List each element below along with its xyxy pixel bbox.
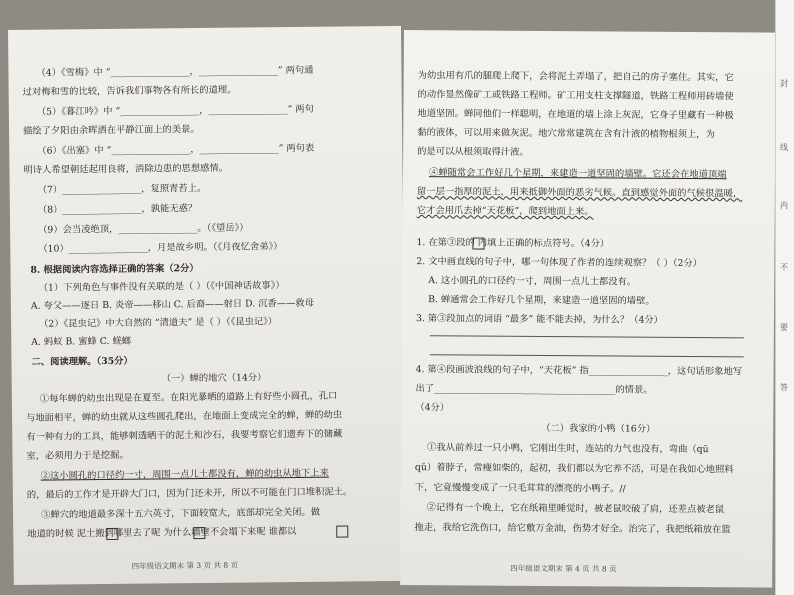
binding-margin (775, 0, 794, 595)
passage-line: 的是可以从根须取得汁液。 (417, 146, 529, 158)
margin-char: 内 (780, 201, 788, 210)
margin-char: 封 (780, 79, 788, 88)
answer-line[interactable] (430, 354, 744, 357)
q8-options: A. 夸父——逐日 B. 炎帝——移山 C. 后裔——射日 D. 沉香——救母 (30, 297, 315, 312)
q8-options: A. 蚂蚁 B. 蜜蜂 C. 蜣螂 (31, 335, 132, 348)
passage-line: 拖走，我给它洗伤口，给它敷万金油，伤势才好全。治完了，我把纸箱放在篮 (414, 522, 731, 536)
passage-text: 它才会用爪去掉“天花板”，爬到地面上来。 (416, 205, 594, 218)
fill-line-6: （6）《出塞》中 “_________________，_________________” 两句表 (37, 142, 315, 157)
question-2: 2. 文中画直线的句子中，哪一句体现了作者的连续观察？（ ）（2分） (416, 256, 703, 270)
left-page (8, 26, 407, 585)
q8-item: （2）《昆虫记》中大自然的 “清道夫” 是（ ）（《昆虫记》） (39, 316, 278, 330)
question-8-title: 8. 根据阅读内容选择正确的答案（2分） (30, 263, 199, 276)
question-3: 3. 第③段加点的词语 “最多” 能不能去掉，为什么？（4分） (415, 313, 664, 326)
passage-line: 下，它竟慢慢变成了一只毛茸茸的漂亮的小鸭子。// (414, 482, 626, 495)
punctuation-box[interactable] (336, 525, 348, 537)
passage-line: ①每年蝉的幼虫出现是在夏至。在阳光暴晒的道路上有好些小圆孔，孔口 (39, 390, 338, 405)
question-4: 4. 第④段画波浪线的句子中，“天花板” 指_________________，这句话形象地写 (415, 364, 743, 378)
margin-char: 线 (780, 143, 788, 152)
margin-char: 要 (780, 323, 788, 332)
page-footer: 四年级语文期末 第 3 页 共 8 页 (131, 560, 239, 571)
passage-line: 地道坚固。蝉同他们一样聪明，在地道的墙上涂上灰泥，它身子里藏有一种极 (417, 108, 734, 122)
text-line: 过对梅和雪的比较，告诉我们事物各有所长的道理。 (22, 84, 237, 98)
passage-line: 黏的液体，可以用来做灰泥。地穴常常建筑在含有汁液的植物根须上，为 (417, 127, 715, 141)
passage-line: 与地面相平，蝉的幼虫就从这些圆孔爬出，在地面上变成完全的蝉，蝉的幼虫 (26, 409, 343, 424)
passage-line: ①我从前养过一只小鸭，它刚出生时，连站的力气也没有，弯曲（qū (427, 442, 709, 456)
passage-line: 有一种有力的工具，能够刺透晒干的泥土和沙石，我要考察它们遗弃下的储藏 (26, 428, 343, 443)
passage-line-wavy (417, 186, 763, 200)
text-line: 明诗人希望朝廷起用良将，消除边患的思想感情。 (23, 162, 229, 176)
passage-line: ③蝉穴的地道最多深十五六英寸，下面较宽大，底部却完全关闭。做 (41, 506, 321, 521)
punctuation-box[interactable] (193, 527, 205, 539)
question-1: 1. 在第③段的 内填上正确的标点符号。（4分） (416, 237, 610, 250)
passage-line-underlined (429, 167, 763, 181)
punctuation-box[interactable] (106, 528, 118, 540)
punctuation-box (472, 237, 484, 249)
passage-text: ④蝉随常会工作好几个星期，来建造一道坚固的墙壁。它还会在地道顶端 (428, 167, 727, 181)
fill-line-8: （8）_________________，孰能无惑？ (37, 203, 198, 216)
q2-option-b: B. 蝉通常会工作好几个星期，来建造一道坚固的墙壁。 (428, 294, 655, 307)
passage-title: （一）蝉的地穴（14分） (161, 372, 267, 385)
fill-line-4: （4）《雪梅》中 “_________________，_________________” 两句通 (36, 64, 314, 79)
passage-line: qǔ）着脖子，常瘦如柴的，起初，我们都以为它养不活，可是在我如心地照料 (414, 462, 734, 476)
fill-line-5: （5）《暮江吟》中 “_________________，_________________” 两句 (36, 103, 314, 118)
passage-text: ②这小圆孔的口径约一寸，周围一点儿土都没有，蝉的幼虫从地下上来 (40, 467, 329, 482)
page-footer: 四年级语文期末 第 4 页 共 8 页 (510, 563, 617, 574)
q2-option-a: A. 这小圆孔的口径约一寸，周围一点儿土都没有。 (428, 275, 637, 288)
fill-line-7: （7）_________________，复照青苔上。 (37, 182, 207, 196)
text-line: 描绘了夕阳由余晖洒在平静江面上的美景。 (23, 123, 200, 137)
margin-char: 答 (780, 383, 788, 392)
question-4-cont: 出了_______________________________________的情景。 (415, 383, 653, 396)
passage-text: 留一层一指厚的泥土，用来抵御外面的恶劣气候。直到感觉外面的气候很温暖， (416, 186, 743, 200)
fill-line-9: （9）会当凌绝顶，_________________。（《望岳》） (38, 222, 249, 236)
passage-line: 的，最后的工作才是开辟大门口，因为门还未开，所以不可能在门口堆积泥土。 (26, 486, 353, 501)
passage-line-underlined (41, 467, 396, 482)
passage-line: 室，必须用力于是挖掘。 (26, 449, 129, 462)
passage-line-with-boxes: 地道的时候 泥土搬到哪里去了呢 为什么墙壁不会塌下来呢 谁都以 (27, 526, 297, 540)
passage-line-wavy (417, 205, 763, 219)
passage-line: 为幼虫用有爪的腿爬上爬下，会将泥土弄塌了，把自己的房子塞住。其实，它 (417, 70, 734, 84)
section-2-title: 二、阅读理解。（35分） (31, 355, 133, 368)
fill-line-10: （10）_________________，月是故乡明。（《月夜忆舍弟》） (38, 241, 283, 255)
passage-2-title: （二）我家的小鸭（16分） (541, 422, 656, 435)
margin-char: 不 (780, 263, 788, 272)
question-4-score: （4分） (415, 402, 450, 414)
passage-line: 的动作显然像矿工或铁路工程师。矿工用支柱支撑隧道，铁路工程师用砖墙使 (417, 89, 734, 103)
q8-item: （1）下列角色与事件没有关联的是（ ）（《中国神话故事》） (38, 280, 285, 294)
passage-line: ②记得有一个晚上，它在纸箱里睡觉时，被老鼠咬破了肩，还差点被老鼠 (426, 502, 725, 516)
answer-line[interactable] (430, 335, 744, 338)
right-page (400, 30, 776, 588)
